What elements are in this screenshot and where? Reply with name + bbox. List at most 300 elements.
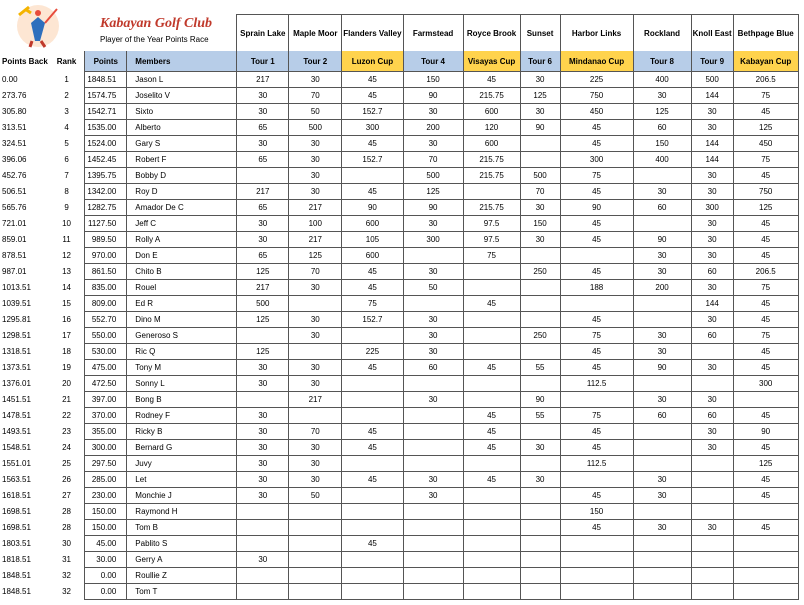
score-cell: 55 xyxy=(520,360,560,376)
score-cell: 45 xyxy=(733,232,798,248)
rank-cell: 27 xyxy=(62,491,71,500)
score-cell xyxy=(403,376,463,392)
score-cell: 30 xyxy=(691,104,733,120)
points-back-cell: 324.51 xyxy=(2,139,27,148)
table-row xyxy=(0,584,798,600)
rank-cell: 14 xyxy=(62,283,71,292)
rank-cell: 20 xyxy=(62,379,71,388)
score-cell xyxy=(520,504,560,520)
points-cell: 1524.00 xyxy=(85,136,127,152)
table-row xyxy=(0,152,798,168)
course-header-row xyxy=(0,15,798,52)
score-cell: 45 xyxy=(560,136,633,152)
score-cell: 45 xyxy=(342,424,403,440)
points-back-cell: 1318.51 xyxy=(2,347,31,356)
score-cell xyxy=(560,552,633,568)
score-cell xyxy=(463,280,520,296)
score-cell xyxy=(237,328,289,344)
score-cell: 75 xyxy=(560,408,633,424)
points-back-cell: 1493.51 xyxy=(2,427,31,436)
score-cell: 45 xyxy=(342,472,403,488)
tour-header: Mindanao Cup xyxy=(560,51,633,72)
table-row xyxy=(0,168,798,184)
score-cell: 75 xyxy=(342,296,403,312)
score-cell: 30 xyxy=(403,136,463,152)
score-cell: 125 xyxy=(403,184,463,200)
score-cell xyxy=(633,312,691,328)
score-cell: 45 xyxy=(342,280,403,296)
score-cell: 30 xyxy=(691,360,733,376)
score-cell: 45 xyxy=(733,344,798,360)
score-cell: 750 xyxy=(733,184,798,200)
score-cell xyxy=(289,344,342,360)
member-name-cell: Gary S xyxy=(127,136,237,152)
score-cell: 30 xyxy=(237,408,289,424)
points-cell: 285.00 xyxy=(85,472,127,488)
score-cell xyxy=(733,392,798,408)
score-cell: 55 xyxy=(520,408,560,424)
member-name-cell: Robert F xyxy=(127,152,237,168)
score-cell: 70 xyxy=(289,424,342,440)
score-cell xyxy=(403,440,463,456)
score-cell xyxy=(403,536,463,552)
score-cell xyxy=(520,552,560,568)
score-cell: 30 xyxy=(633,328,691,344)
tour-header-row xyxy=(0,51,798,72)
score-cell: 30 xyxy=(403,312,463,328)
score-cell: 300 xyxy=(342,120,403,136)
score-cell: 90 xyxy=(403,88,463,104)
rank-cell: 9 xyxy=(64,203,69,212)
points-cell: 970.00 xyxy=(85,248,127,264)
points-cell: 1395.75 xyxy=(85,168,127,184)
score-cell: 45 xyxy=(733,520,798,536)
score-cell: 45 xyxy=(463,296,520,312)
score-cell xyxy=(520,280,560,296)
score-cell xyxy=(342,408,403,424)
score-cell: 30 xyxy=(633,88,691,104)
score-cell: 30 xyxy=(237,360,289,376)
score-cell xyxy=(633,440,691,456)
score-cell xyxy=(289,504,342,520)
points-back-cell: 1298.51 xyxy=(2,331,31,340)
score-cell: 750 xyxy=(560,88,633,104)
score-cell: 30 xyxy=(520,440,560,456)
score-cell: 30 xyxy=(289,152,342,168)
score-cell: 50 xyxy=(289,104,342,120)
points-cell: 230.00 xyxy=(85,488,127,504)
points-cell: 150.00 xyxy=(85,504,127,520)
score-cell: 217 xyxy=(289,200,342,216)
score-cell xyxy=(403,504,463,520)
header-spacer xyxy=(0,15,49,52)
score-cell xyxy=(403,456,463,472)
member-name-cell: Bernard G xyxy=(127,440,237,456)
score-cell: 225 xyxy=(560,72,633,88)
score-cell xyxy=(520,568,560,584)
score-cell: 60 xyxy=(633,200,691,216)
score-cell: 215.75 xyxy=(463,200,520,216)
score-cell: 500 xyxy=(289,120,342,136)
member-name-cell: Alberto xyxy=(127,120,237,136)
course-header: Flanders Valley xyxy=(342,15,403,52)
member-name-cell: Gerry A xyxy=(127,552,237,568)
score-cell: 217 xyxy=(289,232,342,248)
member-name-cell: Sixto xyxy=(127,104,237,120)
score-cell: 30 xyxy=(691,120,733,136)
score-cell xyxy=(289,296,342,312)
rank-cell: 22 xyxy=(62,411,71,420)
score-cell: 217 xyxy=(237,184,289,200)
score-cell: 45 xyxy=(560,264,633,280)
score-cell: 30 xyxy=(289,440,342,456)
points-back-cell: 721.01 xyxy=(2,219,27,228)
score-cell xyxy=(289,408,342,424)
score-cell: 90 xyxy=(633,232,691,248)
points-back-cell: 1563.51 xyxy=(2,475,31,484)
rank-cell: 8 xyxy=(64,187,69,196)
course-header: Royce Brook xyxy=(463,15,520,52)
score-cell: 30 xyxy=(691,520,733,536)
table-row xyxy=(0,504,798,520)
score-cell xyxy=(560,536,633,552)
score-cell: 30 xyxy=(403,488,463,504)
score-cell xyxy=(403,408,463,424)
member-name-cell: Let xyxy=(127,472,237,488)
table-row xyxy=(0,296,798,312)
score-cell: 30 xyxy=(633,184,691,200)
header-spacer xyxy=(127,15,237,52)
score-cell xyxy=(733,552,798,568)
member-name-cell: Bobby D xyxy=(127,168,237,184)
points-back-cell: 1548.51 xyxy=(2,443,31,452)
table-row xyxy=(0,488,798,504)
score-cell: 45 xyxy=(342,136,403,152)
score-cell xyxy=(560,248,633,264)
score-cell: 30 xyxy=(403,328,463,344)
score-cell: 250 xyxy=(520,264,560,280)
score-cell xyxy=(691,488,733,504)
score-cell xyxy=(633,424,691,440)
table-row xyxy=(0,408,798,424)
score-cell: 30 xyxy=(237,456,289,472)
score-cell xyxy=(633,168,691,184)
rank-cell: 31 xyxy=(62,555,71,564)
score-cell: 30 xyxy=(289,360,342,376)
points-back-cell: 1478.51 xyxy=(2,411,31,420)
score-cell: 30 xyxy=(403,216,463,232)
score-cell xyxy=(560,392,633,408)
rank-cell: 12 xyxy=(62,251,71,260)
score-cell xyxy=(342,168,403,184)
score-cell: 30 xyxy=(633,248,691,264)
score-cell: 45 xyxy=(342,536,403,552)
member-name-cell: Don E xyxy=(127,248,237,264)
member-name-cell: Ed R xyxy=(127,296,237,312)
member-name-cell: Roy D xyxy=(127,184,237,200)
score-cell: 45 xyxy=(342,440,403,456)
tour-header: Tour 1 xyxy=(237,51,289,72)
rank-cell: 19 xyxy=(62,363,71,372)
score-cell: 125 xyxy=(733,200,798,216)
score-cell xyxy=(403,520,463,536)
score-cell xyxy=(691,504,733,520)
points-cell: 1127.50 xyxy=(85,216,127,232)
points-back-cell: 565.76 xyxy=(2,203,27,212)
score-cell: 30 xyxy=(237,376,289,392)
score-cell: 75 xyxy=(560,168,633,184)
score-cell: 75 xyxy=(733,152,798,168)
score-cell xyxy=(342,392,403,408)
score-cell xyxy=(633,568,691,584)
tour-header: Visayas Cup xyxy=(463,51,520,72)
score-cell: 45 xyxy=(342,72,403,88)
score-cell xyxy=(237,536,289,552)
score-cell: 30 xyxy=(289,472,342,488)
score-cell xyxy=(733,504,798,520)
score-cell: 30 xyxy=(520,472,560,488)
member-name-cell: Pablito S xyxy=(127,536,237,552)
score-cell: 45 xyxy=(733,360,798,376)
table-row xyxy=(0,72,798,88)
score-cell: 30 xyxy=(237,216,289,232)
tour-header: Luzon Cup xyxy=(342,51,403,72)
score-cell: 217 xyxy=(237,280,289,296)
table-row xyxy=(0,456,798,472)
score-cell: 30 xyxy=(289,280,342,296)
course-header: Knoll East xyxy=(691,15,733,52)
score-cell: 30 xyxy=(237,472,289,488)
score-cell: 300 xyxy=(733,376,798,392)
table-row xyxy=(0,312,798,328)
score-cell: 30 xyxy=(237,136,289,152)
member-name-cell: Rouel xyxy=(127,280,237,296)
points-cell: 861.50 xyxy=(85,264,127,280)
score-cell xyxy=(520,424,560,440)
score-cell: 30 xyxy=(289,312,342,328)
score-cell: 400 xyxy=(633,152,691,168)
score-cell xyxy=(463,536,520,552)
score-cell: 150 xyxy=(403,72,463,88)
score-cell: 100 xyxy=(289,216,342,232)
score-cell xyxy=(520,456,560,472)
points-back-header: Points Back xyxy=(2,56,48,66)
score-cell: 150 xyxy=(520,216,560,232)
tour-header: Tour 8 xyxy=(633,51,691,72)
score-cell: 45 xyxy=(733,488,798,504)
points-back-cell: 1848.51 xyxy=(2,587,31,596)
score-cell: 150 xyxy=(560,504,633,520)
score-cell: 105 xyxy=(342,232,403,248)
score-cell: 45 xyxy=(560,232,633,248)
score-cell xyxy=(237,520,289,536)
course-header: Rockland xyxy=(633,15,691,52)
course-header: Maple Moor xyxy=(289,15,342,52)
score-cell: 45 xyxy=(560,184,633,200)
score-cell: 30 xyxy=(691,216,733,232)
score-cell xyxy=(520,520,560,536)
score-cell: 45 xyxy=(342,88,403,104)
score-cell: 112.5 xyxy=(560,376,633,392)
points-back-cell: 1618.51 xyxy=(2,491,31,500)
table-row xyxy=(0,360,798,376)
rank-cell: 7 xyxy=(64,171,69,180)
member-name-cell: Ricky B xyxy=(127,424,237,440)
tour-header: Kabayan Cup xyxy=(733,51,798,72)
score-cell xyxy=(733,568,798,584)
score-cell: 120 xyxy=(463,120,520,136)
table-row xyxy=(0,424,798,440)
score-cell: 400 xyxy=(633,72,691,88)
score-cell: 90 xyxy=(520,392,560,408)
rank-cell: 5 xyxy=(64,139,69,148)
points-back-cell: 1039.51 xyxy=(2,299,31,308)
points-cell: 150.00 xyxy=(85,520,127,536)
member-name-cell: Rolly A xyxy=(127,232,237,248)
member-name-cell: Bong B xyxy=(127,392,237,408)
score-cell: 30 xyxy=(520,232,560,248)
score-cell: 500 xyxy=(520,168,560,184)
score-cell xyxy=(237,584,289,600)
standings-table xyxy=(0,14,799,600)
score-cell: 45 xyxy=(342,264,403,280)
standings-body xyxy=(0,15,798,600)
score-cell: 600 xyxy=(463,104,520,120)
score-cell: 30 xyxy=(237,424,289,440)
table-row xyxy=(0,248,798,264)
points-back-cell: 987.01 xyxy=(2,267,27,276)
score-cell: 45 xyxy=(733,312,798,328)
tour-header: Tour 9 xyxy=(691,51,733,72)
points-back-cell: 859.01 xyxy=(2,235,27,244)
score-cell: 50 xyxy=(289,488,342,504)
score-cell: 70 xyxy=(289,264,342,280)
score-cell: 90 xyxy=(403,200,463,216)
score-cell: 30 xyxy=(403,472,463,488)
rank-cell: 28 xyxy=(62,507,71,516)
points-back-cell: 313.51 xyxy=(2,123,27,132)
score-cell xyxy=(633,456,691,472)
points-back-cell: 1295.81 xyxy=(2,315,31,324)
score-cell xyxy=(633,584,691,600)
score-cell: 30 xyxy=(237,552,289,568)
score-cell: 600 xyxy=(463,136,520,152)
score-cell: 300 xyxy=(560,152,633,168)
score-cell: 450 xyxy=(560,104,633,120)
score-cell: 217 xyxy=(237,72,289,88)
score-cell xyxy=(403,248,463,264)
table-row xyxy=(0,328,798,344)
score-cell: 75 xyxy=(733,88,798,104)
table-row xyxy=(0,264,798,280)
score-cell: 45 xyxy=(463,472,520,488)
score-cell: 30 xyxy=(403,264,463,280)
score-cell xyxy=(237,568,289,584)
score-cell: 300 xyxy=(691,200,733,216)
score-cell: 30 xyxy=(633,472,691,488)
rank-cell: 26 xyxy=(62,475,71,484)
points-back-cell: 1551.01 xyxy=(2,459,31,468)
table-row xyxy=(0,520,798,536)
score-cell xyxy=(691,552,733,568)
points-cell: 370.00 xyxy=(85,408,127,424)
table-row xyxy=(0,184,798,200)
score-cell: 97.5 xyxy=(463,232,520,248)
score-cell: 30 xyxy=(633,344,691,360)
member-name-cell: Raymond H xyxy=(127,504,237,520)
score-cell xyxy=(520,312,560,328)
course-header: Sunset xyxy=(520,15,560,52)
score-cell: 45 xyxy=(463,424,520,440)
score-cell: 206.5 xyxy=(733,72,798,88)
score-cell: 217 xyxy=(289,392,342,408)
score-cell xyxy=(691,584,733,600)
points-back-cell: 305.80 xyxy=(2,107,27,116)
member-name-cell: Chito B xyxy=(127,264,237,280)
score-cell: 300 xyxy=(403,232,463,248)
score-cell: 30 xyxy=(633,488,691,504)
score-cell xyxy=(463,376,520,392)
score-cell xyxy=(691,536,733,552)
table-row xyxy=(0,392,798,408)
member-name-cell: Roullie Z xyxy=(127,568,237,584)
score-cell xyxy=(289,568,342,584)
score-cell: 30 xyxy=(520,200,560,216)
score-cell xyxy=(403,584,463,600)
score-cell: 30 xyxy=(289,376,342,392)
score-cell: 30 xyxy=(237,88,289,104)
score-cell: 65 xyxy=(237,152,289,168)
score-cell: 30 xyxy=(289,328,342,344)
score-cell: 60 xyxy=(633,120,691,136)
score-cell xyxy=(342,568,403,584)
score-cell: 45 xyxy=(560,120,633,136)
points-back-cell: 1376.01 xyxy=(2,379,31,388)
score-cell: 30 xyxy=(403,392,463,408)
score-cell: 215.75 xyxy=(463,168,520,184)
score-cell: 30 xyxy=(289,456,342,472)
score-cell: 152.7 xyxy=(342,152,403,168)
rank-cell: 30 xyxy=(62,539,71,548)
points-back-cell: 1373.51 xyxy=(2,363,31,372)
table-row xyxy=(0,376,798,392)
score-cell xyxy=(633,216,691,232)
points-cell: 300.00 xyxy=(85,440,127,456)
score-cell: 30 xyxy=(237,232,289,248)
score-cell: 500 xyxy=(691,72,733,88)
points-cell: 835.00 xyxy=(85,280,127,296)
rank-cell: 2 xyxy=(64,91,69,100)
score-cell: 125 xyxy=(733,120,798,136)
score-cell: 30 xyxy=(633,264,691,280)
points-back-cell: 396.06 xyxy=(2,155,27,164)
score-cell xyxy=(633,376,691,392)
score-cell xyxy=(403,568,463,584)
points-back-cell: 1803.51 xyxy=(2,539,31,548)
score-cell: 90 xyxy=(733,424,798,440)
score-cell: 45 xyxy=(560,360,633,376)
score-cell xyxy=(342,520,403,536)
points-cell: 530.00 xyxy=(85,344,127,360)
score-cell xyxy=(342,552,403,568)
score-cell: 90 xyxy=(520,120,560,136)
points-cell: 45.00 xyxy=(85,536,127,552)
points-cell: 472.50 xyxy=(85,376,127,392)
table-row xyxy=(0,200,798,216)
score-cell xyxy=(289,584,342,600)
score-cell xyxy=(463,312,520,328)
score-cell: 152.7 xyxy=(342,312,403,328)
